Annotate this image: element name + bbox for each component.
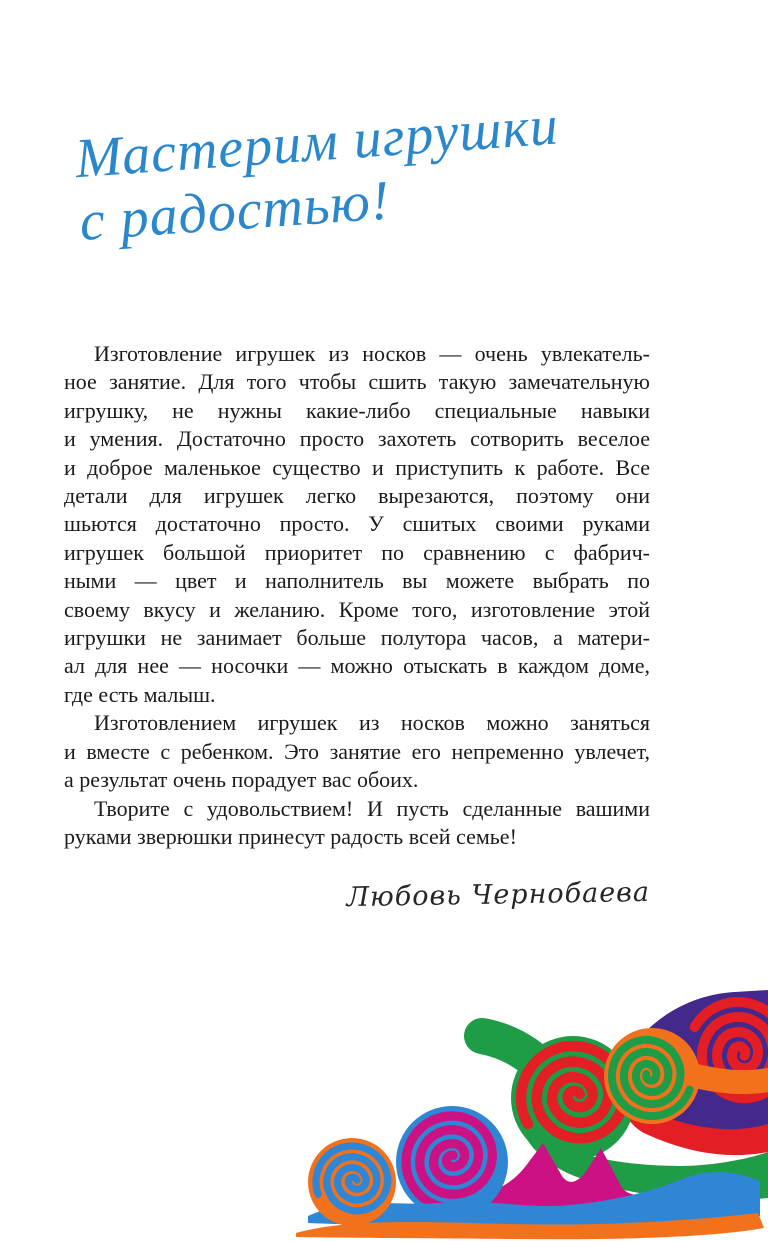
text-line: и умения. Достаточно просто захотеть сотворить веселое [64,426,650,452]
text-line: шьются достаточно просто. У сшитых своими руками [64,511,650,537]
text-line: где есть малыш. [64,681,216,707]
sock-tail-orange [688,1074,768,1082]
text-line: игрушек большой приоритет по сравнению с фабрич- [64,539,650,565]
text-line: своему вкусу и желанию. Кроме того, изготовление этой [64,596,650,622]
author-signature: Любовь Чернобаева [346,876,651,914]
text-line: Изготовлением игрушек из носков можно заняться [94,710,650,736]
text-line: руками зверюшки принесут радость всей семье! [64,823,517,849]
text-line: ал для нее — носочки — можно отыскать в каждом доме, [64,653,650,679]
title-line-2: с радостью! [77,169,393,254]
text-line: игрушку, не нужны какие-либо специальные навыки [64,397,650,423]
text-line: Творите с удовольствием! И пусть сделанные вашими [94,795,650,821]
text-line: и доброе маленькое существо и приступить к работе. Все [64,454,650,480]
text-line: ное занятие. Для того чтобы сшить такую замечательную [64,369,650,395]
text-line: и вместе с ребенком. Это занятие его непременно увлечет, [64,738,650,764]
text-line: а результат очень порадует вас обоих. [64,767,419,793]
page-title [73,89,640,254]
body-text [64,340,650,851]
text-line: Изготовление игрушек из носков — очень увлекатель- [94,341,650,366]
text-line: ными — цвет и наполнитель вы можете выбрать по [64,568,650,594]
sock-roll-blue-magenta [396,1106,508,1218]
text-line: игрушки не занимает больше полутора часов, а матери- [64,625,650,651]
title-line-1: Мастерим игрушки [73,94,561,191]
socks-photo [290,990,768,1241]
text-line: детали для игрушек легко вырезаются, поэтому они [64,483,650,509]
